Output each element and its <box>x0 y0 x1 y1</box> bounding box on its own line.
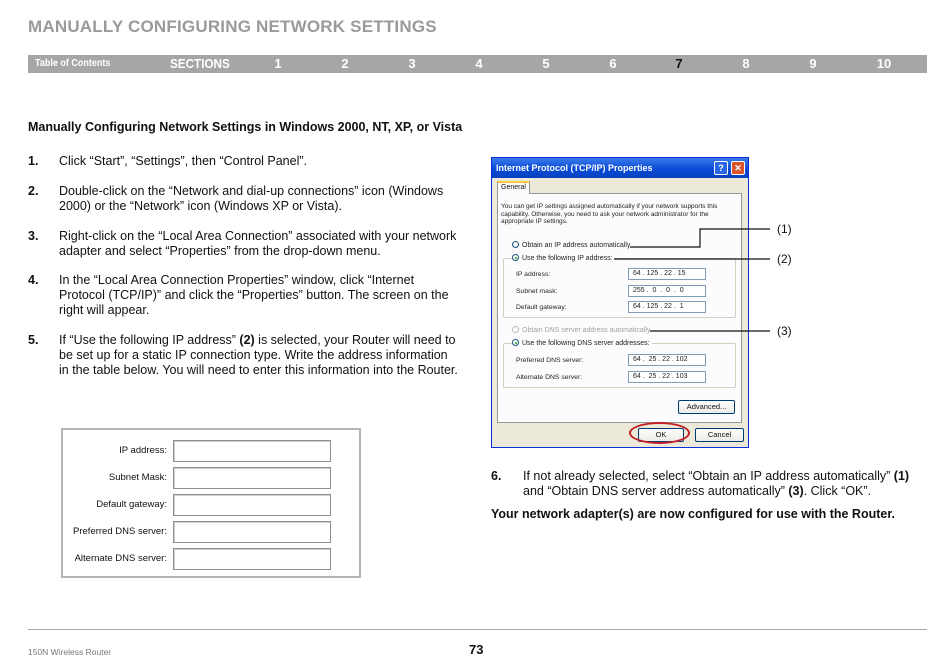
section-link-4[interactable]: 4 <box>475 56 483 71</box>
worksheet-label: Default gateway: <box>96 499 167 510</box>
radio-label: Use the following DNS server addresses: <box>522 340 650 347</box>
step-number: 4. <box>28 273 39 287</box>
callout-label-1: (1) <box>777 222 792 236</box>
callout-label-2: (2) <box>777 252 792 266</box>
subnet-mask-label: Subnet mask: <box>516 288 558 295</box>
alternate-dns-label: Alternate DNS server: <box>516 374 583 381</box>
radio-label: Obtain DNS server address automatically <box>522 327 651 334</box>
section-link-8[interactable]: 8 <box>742 56 750 71</box>
worksheet-label: IP address: <box>119 445 167 456</box>
section-link-10[interactable]: 10 <box>876 56 892 71</box>
step-text: Click “Start”, “Settings”, then “Control Panel”. <box>59 154 307 168</box>
page-number: 73 <box>469 642 484 657</box>
worksheet-label: Preferred DNS server: <box>73 526 167 537</box>
radio-label: Use the following IP address: <box>522 255 613 262</box>
alternate-dns-input[interactable]: 64 . 25 . 22 . 103 <box>628 371 706 383</box>
step-text-part: is selected, your Router will need to be set up for a static IP connection type. Write the address information in the table below. You will need to enter this information into the Router. <box>59 333 458 377</box>
section-link-7[interactable]: 7 <box>675 56 683 71</box>
help-icon[interactable]: ? <box>714 161 728 175</box>
ip-address-label: IP address: <box>516 271 551 278</box>
step-text: Double-click on the “Network and dial-up connections” icon (Windows 2000) or the “Network” icon (Windows XP or Vista). <box>59 184 444 213</box>
page-title: MANUALLY CONFIGURING NETWORK SETTINGS <box>28 17 437 36</box>
preferred-dns-label: Preferred DNS server: <box>516 357 584 364</box>
footer-divider <box>28 629 927 630</box>
section-link-6[interactable]: 6 <box>609 56 617 71</box>
step-number: 2. <box>28 184 39 198</box>
subnet-mask-input[interactable]: 255 . 0 . 0 . 0 <box>628 285 706 297</box>
section-heading: Manually Configuring Network Settings in Windows 2000, NT, XP, or Vista <box>28 120 463 134</box>
section-link-9[interactable]: 9 <box>809 56 817 71</box>
step-text-part: and “Obtain DNS server address automatically” <box>523 483 789 498</box>
cancel-button[interactable]: Cancel <box>695 428 744 442</box>
step-number: 1. <box>28 154 39 168</box>
footer-product-name: 150N Wireless Router <box>28 647 112 657</box>
worksheet-label: Alternate DNS server: <box>74 553 167 564</box>
worksheet-label: Subnet Mask: <box>108 472 167 483</box>
section-link-5[interactable]: 5 <box>542 56 550 71</box>
step-number: 6. <box>491 469 502 483</box>
ip-address-input[interactable]: 64 . 125 . 22 . 15 <box>628 268 706 280</box>
step-text: In the “Local Area Connection Properties” window, click “Internet Protocol (TCP/IP)” and click the “Properties” button. The screen on the right will appear. <box>59 273 449 317</box>
sections-label: SECTIONS <box>170 56 230 71</box>
section-link-1[interactable]: 1 <box>274 56 282 71</box>
close-icon[interactable]: ✕ <box>731 161 745 175</box>
callout-reference: (1) <box>893 469 910 483</box>
callout-label-3: (3) <box>777 324 792 338</box>
dialog-intro-text: You can get IP settings assigned automatically if your network supports this capability. Otherwise, you need to ask your network administrator for the appropriate IP settings. <box>501 203 718 225</box>
step-text <box>523 469 933 499</box>
step-number: 3. <box>28 229 39 243</box>
conclusion-text: Your network adapter(s) are now configured for use with the Router. <box>491 507 895 521</box>
default-gateway-label: Default gateway: <box>516 304 567 311</box>
section-link-3[interactable]: 3 <box>408 56 416 71</box>
tab-general[interactable]: General <box>497 181 530 194</box>
ok-button[interactable]: OK <box>638 428 684 442</box>
preferred-dns-input[interactable]: 64 . 25 . 22 . 102 <box>628 354 706 366</box>
section-link-2[interactable]: 2 <box>341 56 349 71</box>
callout-line-1 <box>630 229 770 247</box>
step-text-part: . Click “OK”. <box>803 483 872 498</box>
step-number: 5. <box>28 333 39 347</box>
step-text-part: If “Use the following IP address” <box>59 333 240 347</box>
dialog-title: Internet Protocol (TCP/IP) Properties <box>496 163 653 173</box>
default-gateway-input[interactable]: 64 . 125 . 22 . 1 <box>628 301 706 313</box>
table-of-contents-link[interactable]: Table of Contents <box>35 58 111 69</box>
advanced-button[interactable]: Advanced... <box>678 400 735 414</box>
step-text: Right-click on the “Local Area Connection” associated with your network adapter and select “Properties” from the drop-down menu. <box>59 229 457 258</box>
step-text-part: If not already selected, select “Obtain an IP address automatically” <box>523 469 894 483</box>
radio-label: Obtain an IP address automatically <box>522 242 631 249</box>
callout-reference: (2) <box>239 333 255 347</box>
callout-reference: (3) <box>788 483 804 498</box>
